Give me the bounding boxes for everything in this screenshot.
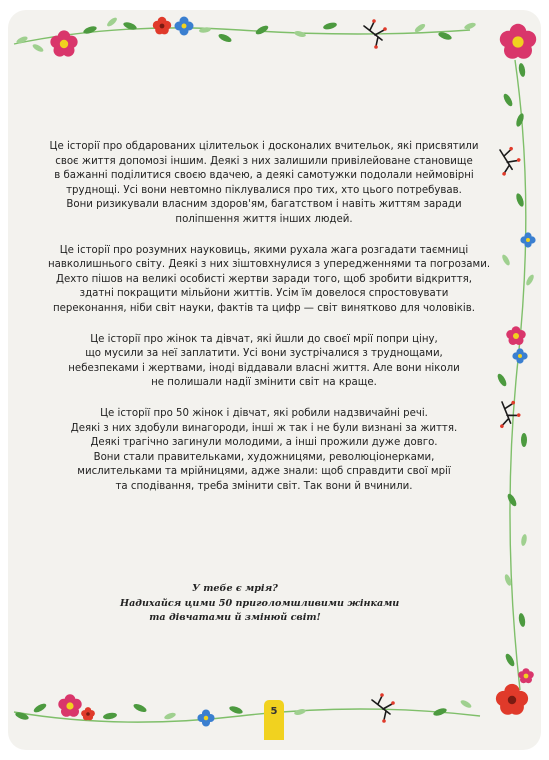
closing-quote: У тебе є мрія? Надихайся цими 50 приголомшливими жінками та дівчатами й змінюй світ! xyxy=(120,583,400,624)
page-number: 5 xyxy=(264,700,284,740)
paragraph-4: Це історії про 50 жінок і дівчат, які робили надзвичайні речі. Деякі з них здобули винагороди, інші ж так і не були визнані за життя. Деякі трагічно загинули молодими, а інші прожили дуже довго. Вони стали правительками, художницями, революціонерками, мислительками та мрійницями, адже знали: щоб справдити свої мрії та сподівання, треба змінити світ. Так вони й вчинили. xyxy=(70,407,458,492)
paragraph-3: Це історії про жінок та дівчат, які йшли до своєї мрії попри ціну, що мусили за неї заплатити. Усі вони зустрічалися з труднощами, небезпеками і жертвами, іноді віддавали власні життя. Але вони ніколи не полишали надії змінити світ на краще. xyxy=(68,333,460,389)
top-vine xyxy=(14,16,536,59)
bottom-vine xyxy=(14,693,480,726)
paragraph-1: Це історії про обдарованих цілительок і досконалих вчительок, які присвятили своє життя допомозі іншим. Деякі з них залишили привілейоване становище в бажанні поділитися своєю вдачею, а деякі самотужки подолали неймовірні труднощі. Усі вони невтомно піклувалися про тих, хто цього потребував. Вони ризикували власним здоров'ям, багатством і навіть життям заради поліпшення життя інших людей. xyxy=(49,141,479,225)
right-vine xyxy=(491,60,536,715)
paragraph-2: Це історії про розумних науковиць, якими рухала жага розгадати таємниці навколишнього світу. Деякі з них зіштовхнулися з упередженнями та погрозами. Дехто пішов на великі особисті жертви заради того, щоб зробити відкриття, здатні покращити мільйони життів. Усім їм довелося спростовувати переконання, ніби світ науки, фактів та цифр — світ винятково для чоловіків. xyxy=(48,244,491,314)
intro-text xyxy=(48,140,491,510)
